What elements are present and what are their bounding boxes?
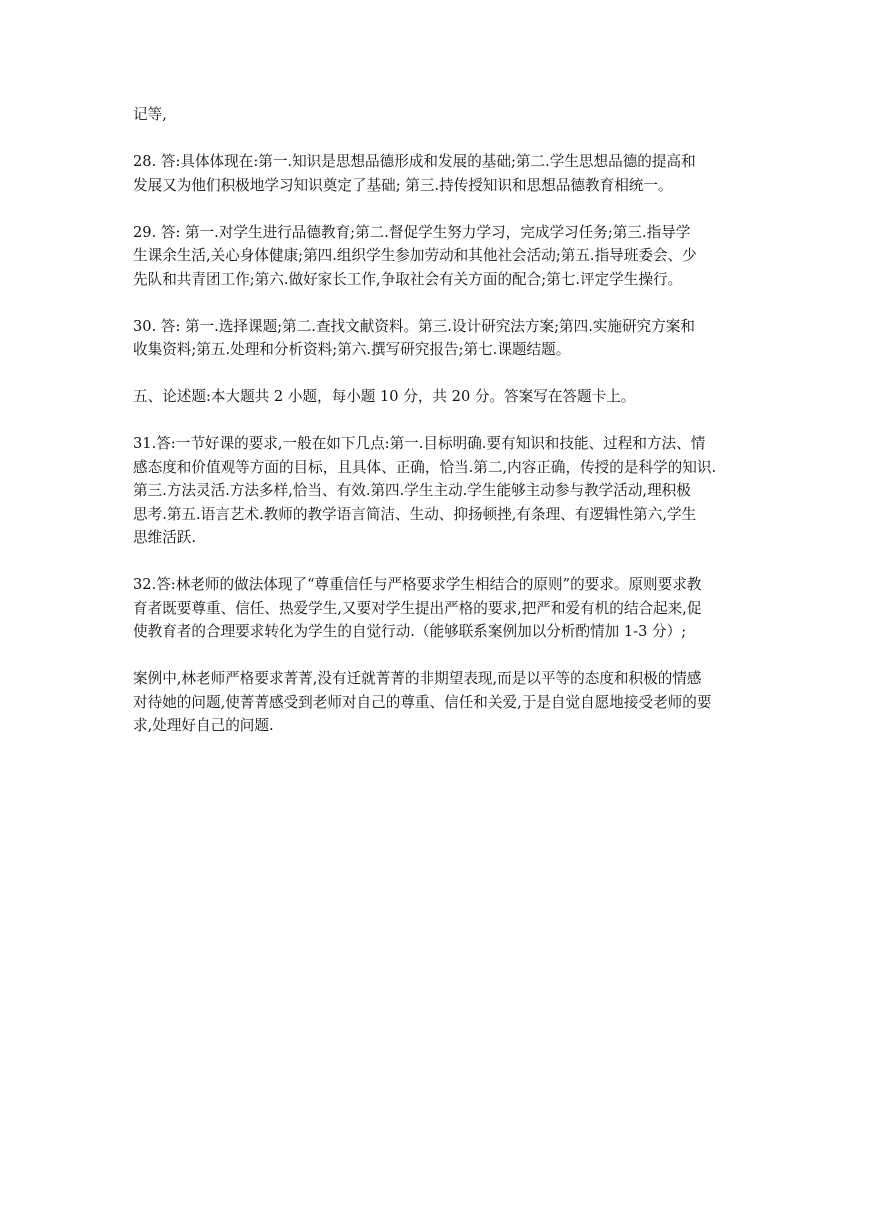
paragraph-answer-28 — [133, 150, 743, 197]
section-heading-essay-questions — [133, 385, 743, 409]
text-line: 求,处理好自己的问题. — [133, 717, 274, 734]
text-line: 五、论述题:本大题共 2 小题，每小题 10 分，共 20 分。答案写在答题卡上。 — [133, 388, 636, 405]
paragraph-answer-31 — [133, 432, 743, 550]
text-line: 对待她的问题,使菁菁感受到老师对自己的尊重、信任和关爱,于是自觉自愿地接受老师的要 — [133, 693, 712, 711]
text-line: 思维活跃. — [133, 529, 197, 546]
text-line: 收集资料;第五.处理和分析资料;第六.撰写研究报告;第七.课题结题。 — [133, 341, 571, 358]
text-line: 31.答:一节好课的要求,一般在如下几点:第一.目标明确.要有知识和技能、过程和方法、情 — [133, 435, 706, 452]
text-line: 记等, — [133, 106, 167, 123]
paragraph-answer-30 — [133, 315, 743, 362]
text-line: 思考.第五.语言艺术.教师的教学语言简洁、生动、抑扬顿挫,有条理、有逻辑性第六,学生 — [133, 505, 697, 523]
text-line: 先队和共青团工作;第六.做好家长工作,争取社会有关方面的配合;第七.评定学生操行。 — [133, 270, 683, 288]
text-line: 发展又为他们积极地学习知识奠定了基础; 第三.持传授知识和思想品德教育相统一。 — [133, 176, 673, 194]
text-line: 生课余生活,关心身体健康;第四.组织学生参加劳动和其他社会活动;第五.指导班委会、少 — [133, 247, 697, 264]
text-line: 第三.方法灵活.方法多样,恰当、有效.第四.学生主动.学生能够主动参与教学活动,理积极 — [133, 482, 691, 499]
text-line: 29. 答: 第一.对学生进行品德教育;第二.督促学生努力学习，完成学习任务;第三.指导学 — [133, 223, 691, 241]
paragraph-answer-32 — [133, 573, 743, 644]
paragraph-previous-tail — [133, 103, 743, 127]
paragraph-answer-32-case — [133, 667, 743, 738]
text-line: 育者既要尊重、信任、热爱学生,又要对学生提出严格的要求,把严和爱有机的结合起来,促 — [133, 599, 702, 617]
text-line: 28. 答:具体体现在:第一.知识是思想品德形成和发展的基础;第二.学生思想品德的提高和 — [133, 153, 696, 170]
paragraph-answer-29 — [133, 221, 743, 292]
text-line: 使教育者的合理要求转化为学生的自觉行动.（能够联系案例加以分析酌情加 1-3 分）; — [133, 623, 687, 640]
text-line: 感态度和价值观等方面的目标，且具体、正确，恰当.第二,内容正确，传授的是科学的知识. — [133, 458, 717, 476]
text-line: 案例中,林老师严格要求菁菁,没有迁就菁菁的非期望表现,而是以平等的态度和积极的情感 — [133, 670, 702, 687]
document-body — [133, 103, 743, 761]
text-line: 30. 答: 第一.选择课题;第二.查找文献资料。第三.设计研究法方案;第四.实施研究方案和 — [133, 317, 695, 335]
text-line: 32.答:林老师的做法体现了“尊重信任与严格要求学生相结合的原则”的要求。原则要求教 — [133, 576, 702, 593]
